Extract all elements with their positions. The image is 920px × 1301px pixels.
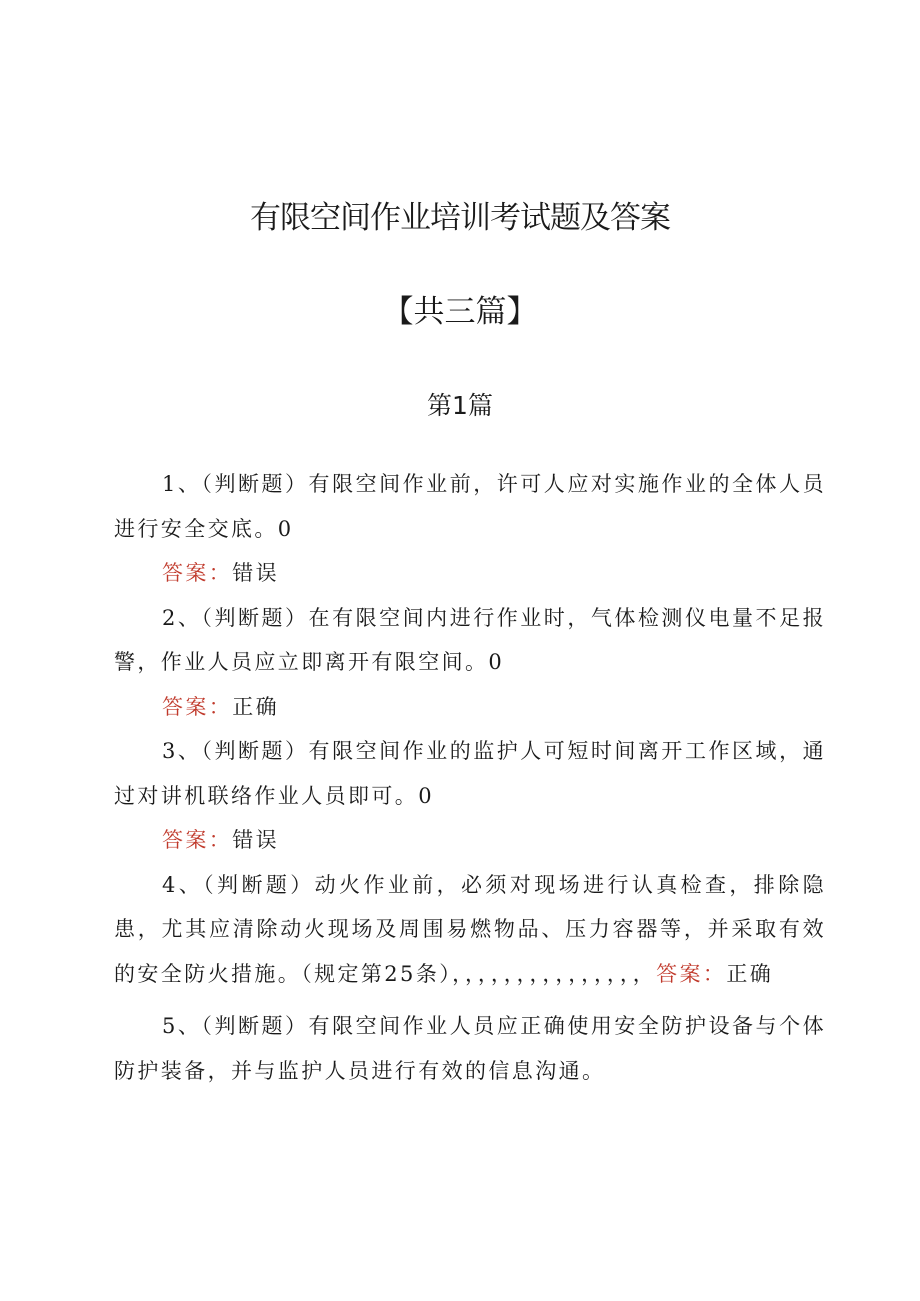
spacer: [114, 996, 826, 1004]
answer-1: [114, 551, 826, 596]
answer-value: 正确: [726, 961, 774, 986]
answer-2: [114, 685, 826, 730]
question-5: 5、（判断题）有限空间作业人员应正确使用安全防护设备与个体防护装备，并与监护人员进行有效的信息沟通。: [114, 1014, 826, 1083]
question-3: 3、（判断题）有限空间作业的监护人可短时间离开工作区域，通过对讲机联络作业人员即可。0: [114, 739, 826, 808]
answer-value: 错误: [232, 828, 280, 852]
question-4: [114, 863, 826, 997]
section-heading: 第1篇: [427, 391, 493, 420]
answer-value: 错误: [232, 561, 280, 585]
answer-label: 答案：: [162, 561, 233, 585]
answer-3: [114, 818, 826, 863]
question-1: 1、（判断题）有限空间作业前，许可人应对实施作业的全体人员进行安全交底。0: [114, 472, 826, 541]
answer-label: 答案：: [162, 828, 233, 852]
question-2: 2、（判断题）在有限空间内进行作业时，气体检测仪电量不足报警，作业人员应立即离开有限空间。0: [114, 605, 826, 674]
question-4-text: 4、（判断题）动火作业前，必须对现场进行认真检查，排除隐患，尤其应清除动火现场及周围易燃物品、压力容器等，并采取有效的安全防火措施。（规定第25条），，，，，，，，，，，，，，，: [114, 872, 826, 986]
answer-value: 正确: [232, 694, 280, 719]
document-title: 有限空间作业培训考试题及答案: [250, 200, 670, 236]
question-list: [114, 462, 826, 1093]
document-subtitle: 【共三篇】: [382, 294, 538, 330]
answer-label: 答案：: [162, 694, 233, 719]
answer-label: 答案：: [656, 961, 727, 986]
